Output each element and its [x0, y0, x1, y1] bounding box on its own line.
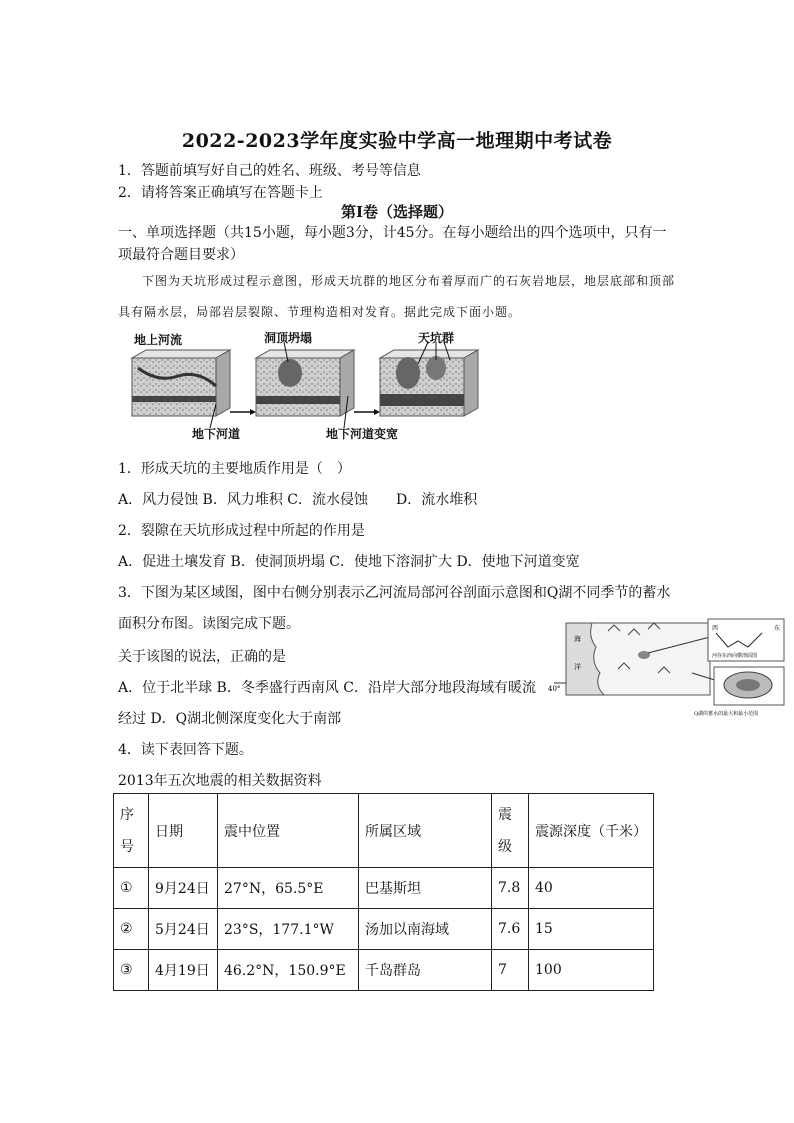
- table-caption: 2013年五次地震的相关数据资料: [118, 773, 322, 789]
- table-header-row: [114, 794, 654, 868]
- part-title: 第I卷（选择题）: [340, 203, 454, 221]
- instruction-2: 2．请将答案正确填写在答题卡上: [118, 185, 323, 201]
- block-stage-3: [380, 350, 478, 416]
- map-west-label: 西: [712, 625, 719, 632]
- table-row: [114, 909, 654, 950]
- map-ocean-label: 洋: [574, 663, 581, 671]
- cell-index: ①: [114, 868, 149, 909]
- sinkhole-diagram: [118, 328, 503, 446]
- map-east-label: 东: [774, 625, 781, 632]
- map-latitude-label: 40°: [548, 685, 561, 693]
- cell-index: ③: [114, 950, 149, 991]
- section-heading: 一、单项选择题（共15小题，每小题3分，计45分。在每小题给出的四个选项中，只有一项最符合题目要求）: [118, 225, 667, 263]
- cell-epicenter: 23°S，177.1°W: [218, 909, 359, 950]
- cell-region: 汤加以南海域: [359, 909, 492, 950]
- block-stage-2: [256, 350, 354, 416]
- q3-options-line2: 经过 D．Q湖北侧深度变化大于南部: [118, 711, 342, 727]
- cell-region: 千岛群岛: [359, 950, 492, 991]
- cell-epicenter: 27°N，65.5°E: [218, 868, 359, 909]
- cell-date: 4月19日: [149, 950, 218, 991]
- cell-magnitude: 7: [492, 950, 529, 991]
- header-region: 所属区域: [359, 794, 492, 868]
- cell-date: 5月24日: [149, 909, 218, 950]
- cell-depth: 15: [529, 909, 654, 950]
- map-sea-label: 海: [574, 635, 581, 643]
- region-map: [548, 617, 788, 721]
- table-row: [114, 868, 654, 909]
- question-intro: 下图为天坑形成过程示意图，形成天坑群的地区分布着厚而广的石灰岩地层，地层底部和顶部具有隔水层，局部岩层裂隙、节理构造相对发育。据此完成下面小题。: [118, 274, 676, 319]
- q1-options: A．风力侵蚀 B．风力堆积 C．流水侵蚀 D．流水堆积: [118, 492, 478, 508]
- map-caption-profile: 河谷东西向横剖面图: [712, 653, 758, 659]
- cell-epicenter: 46.2°N，150.9°E: [218, 950, 359, 991]
- q3-options-line1: A．位于北半球 B．冬季盛行西南风 C．沿岸大部分地段海域有暖流: [118, 680, 537, 696]
- label-sinkhole-group: 天坑群: [418, 331, 455, 345]
- q2-stem: 2．裂隙在天坑形成过程中所起的作用是: [118, 523, 365, 539]
- header-index: 序号: [114, 794, 149, 868]
- cell-date: 9月24日: [149, 868, 218, 909]
- q3-stem-line2: 面积分布图。读图完成下题。: [118, 616, 300, 632]
- cell-index: ②: [114, 909, 149, 950]
- instruction-1: 1．答题前填写好自己的姓名、班级、考号等信息: [118, 163, 421, 179]
- label-cave-collapse: 洞顶坍塌: [264, 331, 313, 345]
- q4-stem: 4．读下表回答下题。: [118, 742, 253, 758]
- cell-depth: 100: [529, 950, 654, 991]
- label-underground-river-wider: 地下河道变宽: [326, 427, 399, 441]
- q3-stem-line1: 3．下图为某区域图，图中右侧分别表示乙河流局部河谷剖面示意图和Q湖不同季节的蓄水: [118, 585, 671, 601]
- label-surface-river: 地上河流: [134, 333, 183, 347]
- earthquake-table: [113, 793, 654, 991]
- q2-options: A．促进土壤发育 B．使洞顶坍塌 C．使地下溶洞扩大 D．使地下河道变宽: [118, 554, 580, 570]
- header-epicenter: 震中位置: [218, 794, 359, 868]
- exam-title: 2022-2023学年度实验中学高一地理期中考试卷: [181, 130, 613, 152]
- header-depth: 震源深度（千米）: [529, 794, 654, 868]
- table-row: [114, 950, 654, 991]
- cell-depth: 40: [529, 868, 654, 909]
- q1-stem: 1．形成天坑的主要地质作用是（ ）: [118, 461, 351, 477]
- label-underground-river: 地下河道: [192, 427, 241, 441]
- cell-magnitude: 7.8: [492, 868, 529, 909]
- q3-ask: 关于该图的说法，正确的是: [118, 649, 286, 665]
- map-caption-lake: Q湖的蓄水的最大和最小范围: [694, 711, 759, 717]
- cell-magnitude: 7.6: [492, 909, 529, 950]
- cell-region: 巴基斯坦: [359, 868, 492, 909]
- header-magnitude: 震级: [492, 794, 529, 868]
- header-date: 日期: [149, 794, 218, 868]
